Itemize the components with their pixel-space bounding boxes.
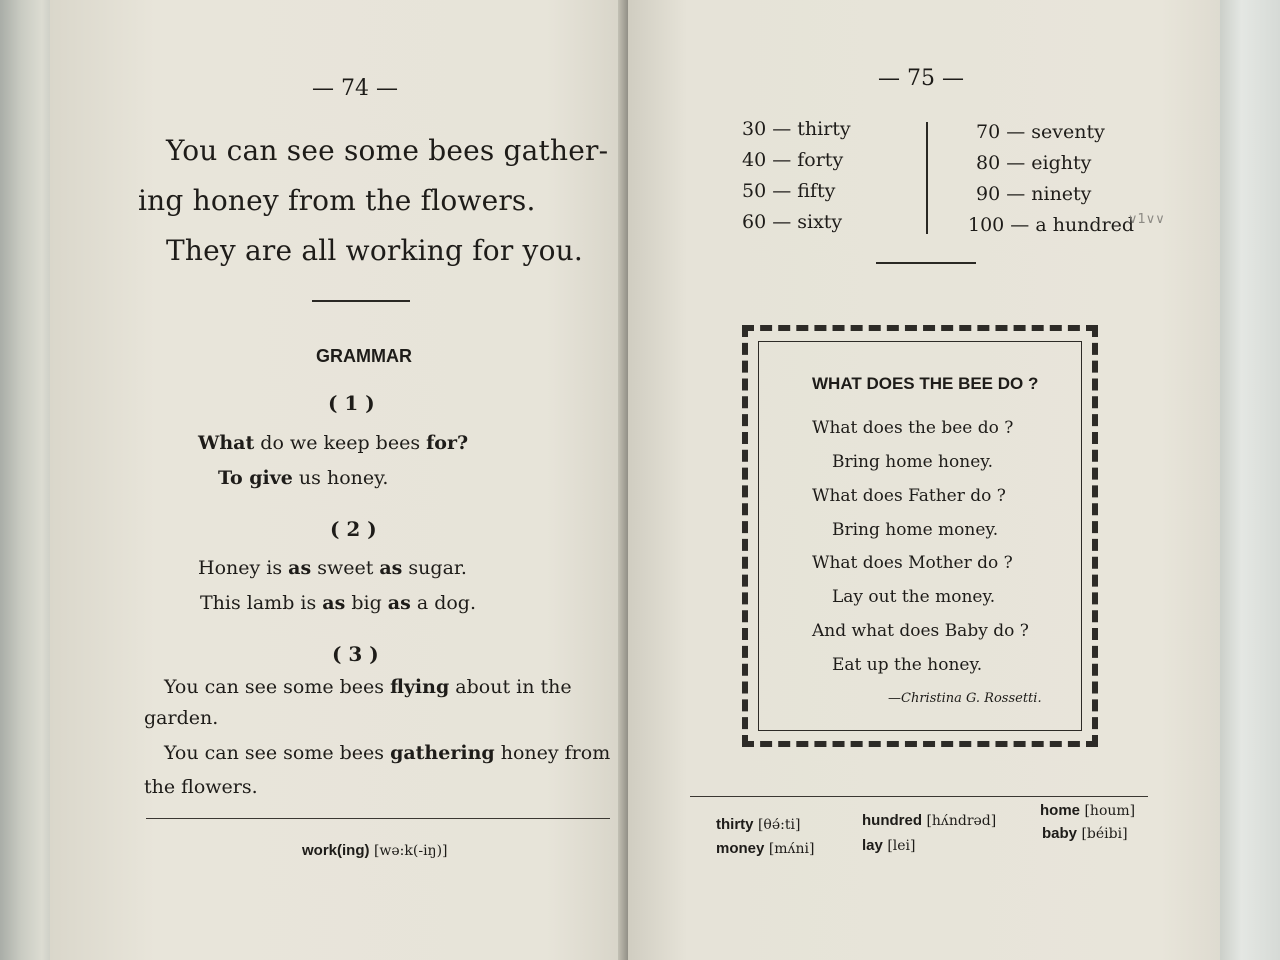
number-60: 60 — sixty	[742, 211, 843, 233]
intro-line-3: They are all working for you.	[166, 234, 583, 267]
vocab-home: home [houm]	[1040, 802, 1136, 819]
section-2-number: ( 2 )	[330, 517, 377, 541]
section-3-line-2: You can see some bees gathering honey from	[164, 742, 611, 764]
section-1-line-1: What do we keep bees for?	[198, 432, 469, 454]
poem-line-2: Bring home honey.	[832, 452, 994, 472]
number-30: 30 — thirty	[742, 118, 851, 140]
section-3-line-1-cont: garden.	[144, 707, 219, 729]
section-3-line-1: You can see some bees flying about in the	[164, 676, 572, 698]
right-page-number: — 75 —	[878, 66, 964, 91]
vocab-thirty: thirty [θə́:ti]	[716, 816, 801, 833]
number-50: 50 — fifty	[742, 180, 836, 202]
poem-title: WHAT DOES THE BEE DO ?	[812, 374, 1039, 393]
section-3-number: ( 3 )	[332, 642, 379, 666]
poem-line-4: Bring home money.	[832, 520, 999, 540]
poem-line-6: Lay out the money.	[832, 587, 996, 607]
number-80: 80 — eighty	[976, 152, 1092, 174]
number-table-rule	[876, 262, 976, 264]
footnote-rule-right	[690, 796, 1148, 797]
section-2-line-1: Honey is as sweet as sugar.	[198, 557, 467, 579]
section-1-number: ( 1 )	[328, 391, 375, 415]
background-right	[1216, 0, 1280, 960]
number-70: 70 — seventy	[976, 121, 1105, 143]
vocab-hundred: hundred [hʌ́ndrəd]	[862, 812, 997, 829]
poem-author: —Christina G. Rossetti.	[888, 691, 1042, 706]
poem-line-7: And what does Baby do ?	[812, 621, 1029, 641]
number-90: 90 — ninety	[976, 183, 1092, 205]
vocab-money: money [mʌ́ni]	[716, 840, 815, 857]
pencil-note: ∨1∨∨	[1128, 212, 1165, 227]
left-page-number: — 74 —	[312, 76, 398, 101]
intro-line-1: You can see some bees gather-	[166, 134, 609, 167]
poem-line-3: What does Father do ?	[812, 486, 1006, 506]
poem-line-8: Eat up the honey.	[832, 655, 983, 675]
section-2-line-2: This lamb is as big as a dog.	[200, 592, 477, 614]
number-40: 40 — forty	[742, 149, 844, 171]
poem-line-5: What does Mother do ?	[812, 553, 1013, 573]
number-100: 100 — a hundred	[968, 214, 1135, 236]
grammar-heading: GRAMMAR	[316, 346, 412, 366]
vocab-baby: baby [béibi]	[1042, 825, 1128, 842]
section-divider	[312, 300, 410, 302]
vocab-lay: lay [lei]	[862, 837, 916, 854]
poem-line-1: What does the bee do ?	[812, 418, 1014, 438]
footnote-rule-left	[146, 818, 610, 819]
section-3-line-2-cont: the flowers.	[144, 776, 258, 798]
left-vocab: work(ing) [wə:k(-iŋ)]	[302, 842, 448, 859]
section-1-line-2: To give us honey.	[218, 467, 389, 489]
intro-line-2: ing honey from the flowers.	[138, 184, 536, 217]
number-table-divider	[926, 122, 928, 234]
